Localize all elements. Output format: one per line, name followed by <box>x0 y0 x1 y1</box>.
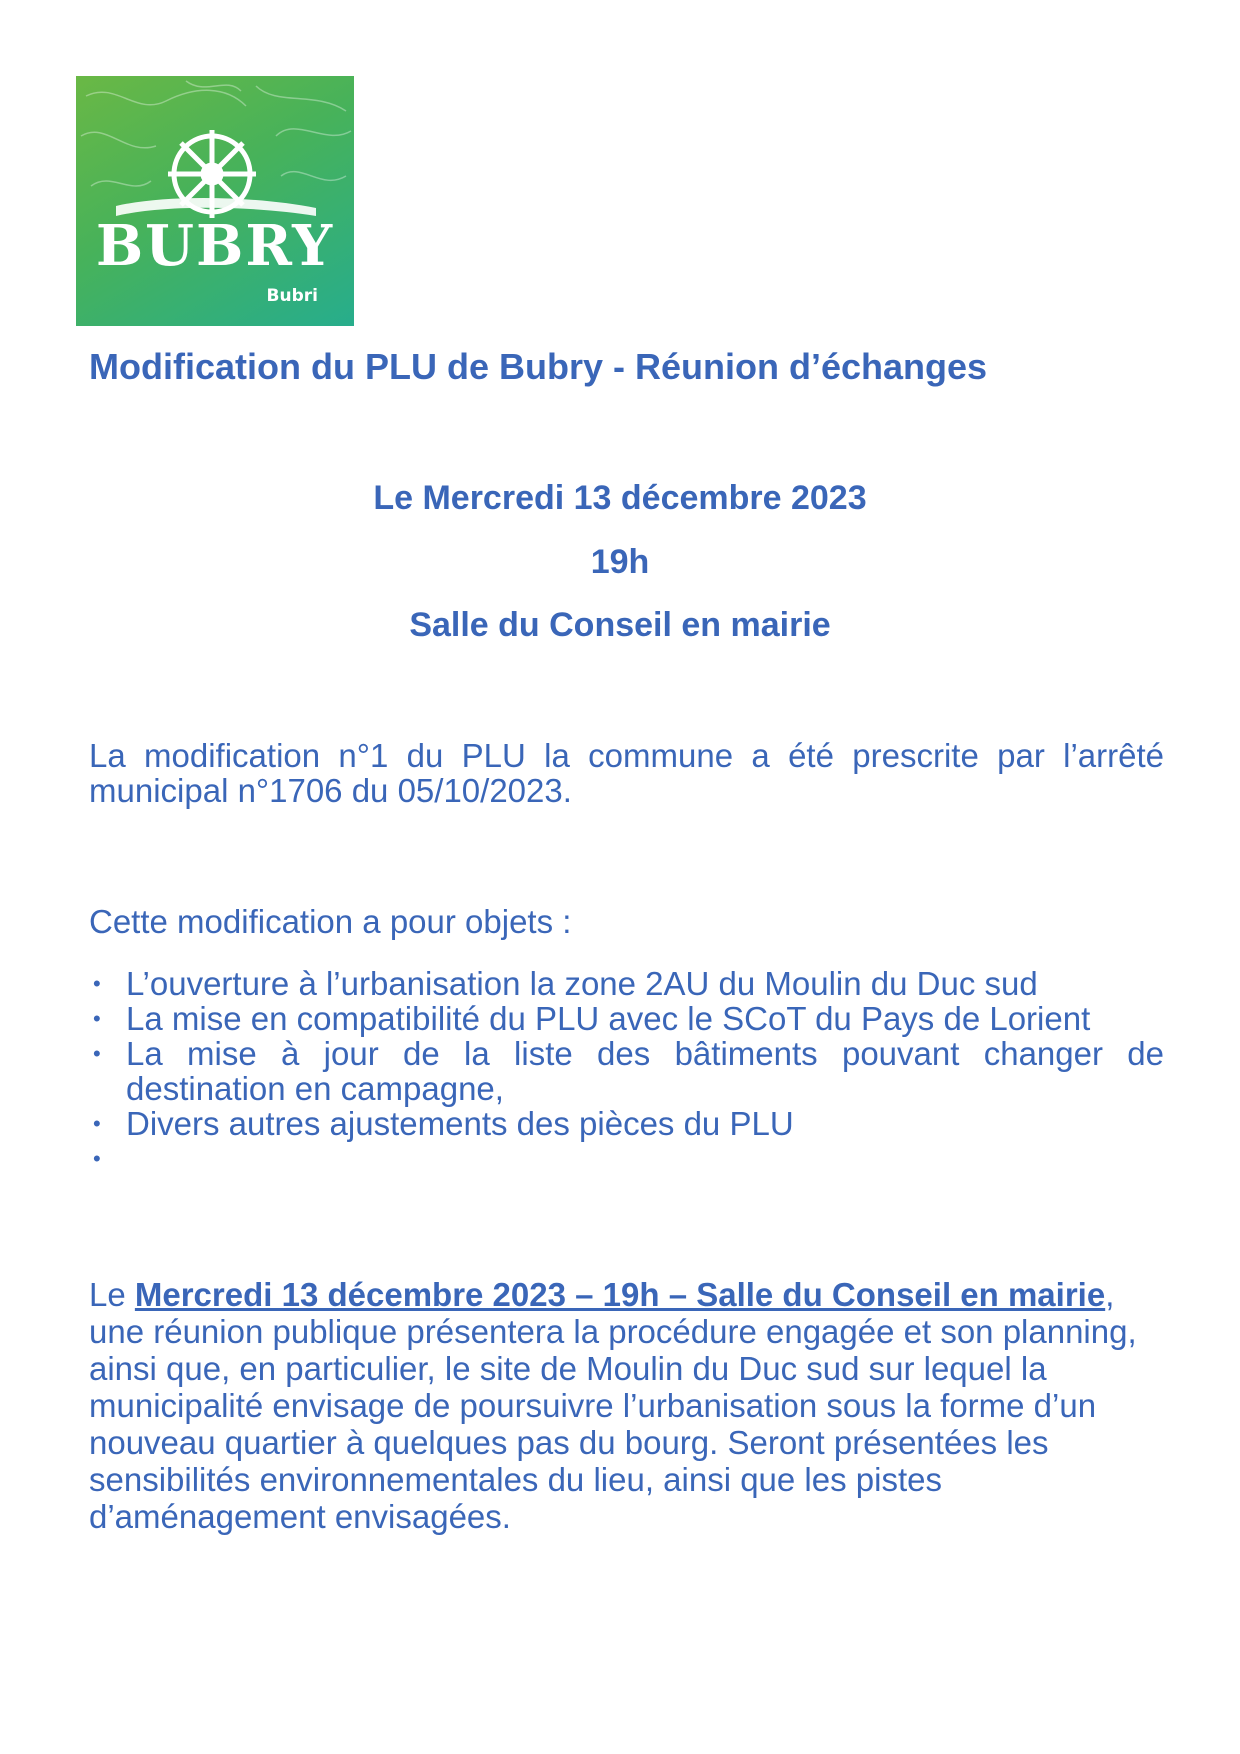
list-item <box>89 1141 1164 1176</box>
list-item <box>89 1106 1164 1141</box>
page-title: Modification du PLU de Bubry - Réunion d’échanges <box>89 346 988 387</box>
list-item-text: L’ouverture à l’urbanisation la zone 2AU du Moulin du Duc sud <box>126 965 1038 1002</box>
closing-prefix: Le <box>89 1276 135 1313</box>
closing-text: , une réunion publique présentera la procédure engagée et son planning, ainsi que, en particulier, le site de Moulin du Duc sud sur lequel la municipalité envisage de poursuivre l’urbanisation sous la forme d’un nouveau quartier à quelques pas du bourg. Seront présentées les sensibilités environnementales du lieu, ainsi que les pistes d’aménagement envisagées. <box>89 1276 1137 1535</box>
closing-paragraph <box>89 1276 1164 1535</box>
bubry-logo <box>76 76 354 326</box>
meeting-highlight: Mercredi 13 décembre 2023 – 19h – Salle du Conseil en mairie <box>134 1276 1106 1313</box>
intro-paragraph: La modification n°1 du PLU la commune a été prescrite par l’arrêté municipal n°1706 du 05/10/2023. <box>89 737 1164 809</box>
bullet: • <box>93 1041 101 1066</box>
objects-list <box>89 966 1164 1176</box>
event-time: 19h <box>590 543 650 581</box>
list-item-text: Divers autres ajustements des pièces du PLU <box>126 1105 794 1142</box>
logo-name: BUBRY <box>95 213 335 279</box>
event-place: Salle du Conseil en mairie <box>409 606 831 644</box>
list-item-text: La mise à jour de la liste des bâtiments pouvant changer de destination en campagne, <box>126 1035 1164 1107</box>
bullet: • <box>93 1146 101 1171</box>
list-item <box>89 1036 1164 1106</box>
bullet: • <box>93 1006 101 1031</box>
bullet: • <box>93 1111 101 1136</box>
logo-subname: Bubri <box>266 286 318 306</box>
list-item <box>89 966 1164 1001</box>
objects-heading: Cette modification a pour objets : <box>89 903 572 940</box>
list-item-text: La mise en compatibilité du PLU avec le SCoT du Pays de Lorient <box>126 1000 1091 1037</box>
bullet: • <box>93 971 101 996</box>
list-item <box>89 1001 1164 1036</box>
event-date: Le Mercredi 13 décembre 2023 <box>373 479 867 517</box>
